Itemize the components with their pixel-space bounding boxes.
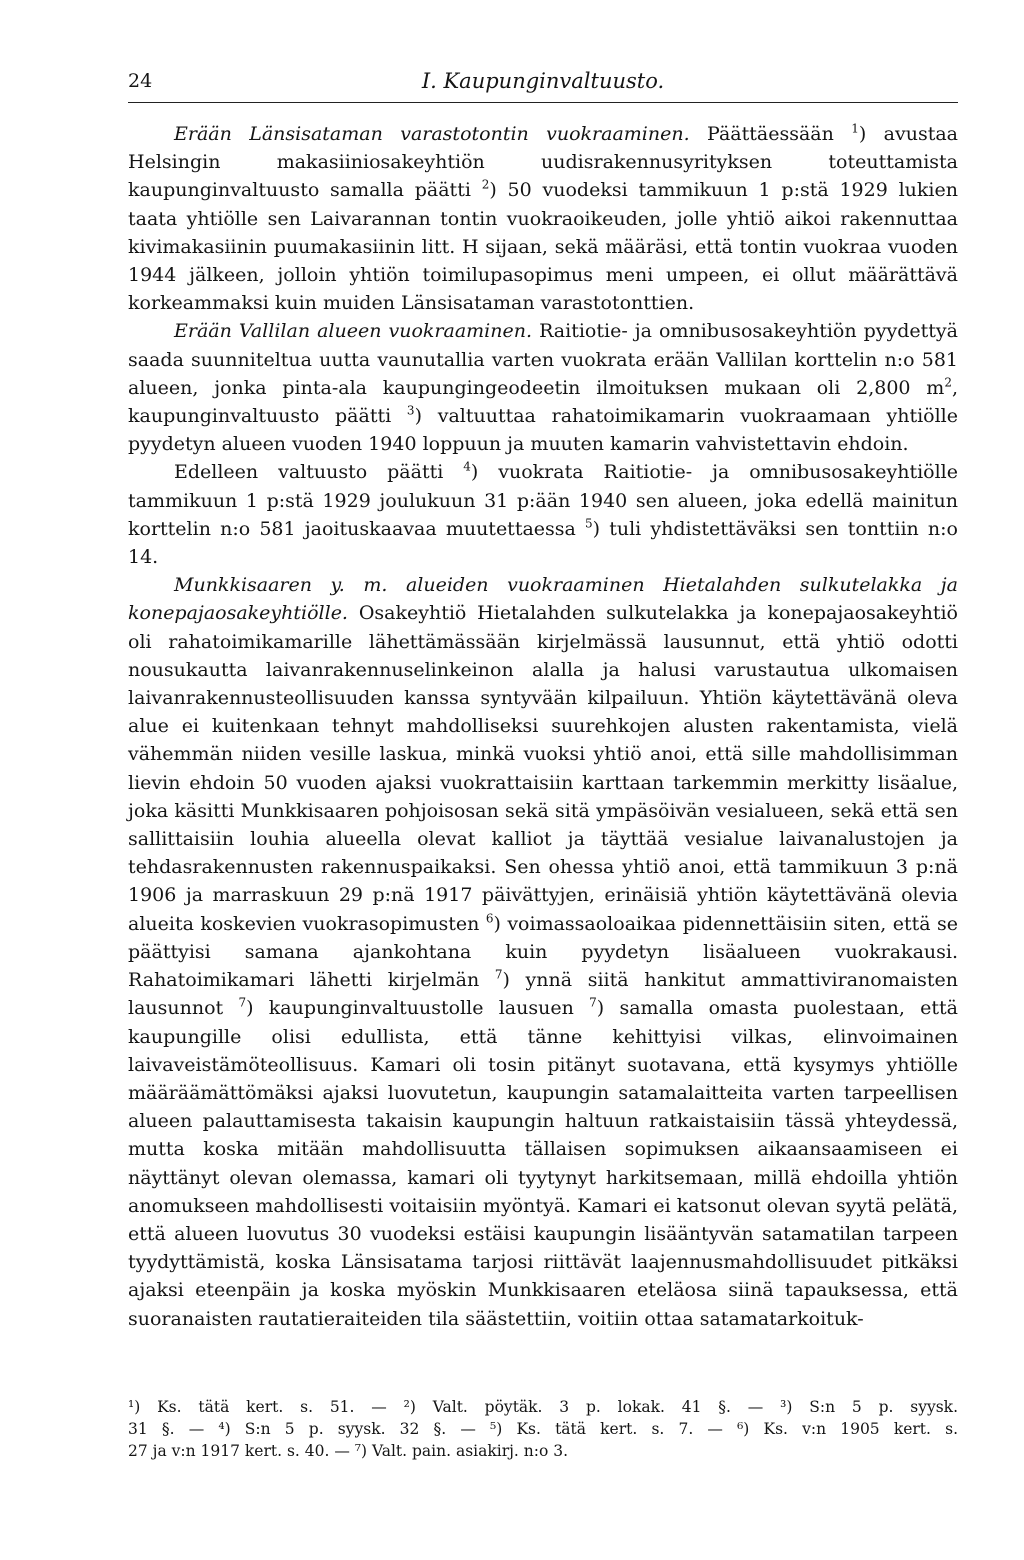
footnote-ref: 2: [481, 178, 490, 193]
footnote-ref: 4: [463, 460, 471, 475]
footnote-ref: 7: [589, 995, 597, 1010]
footnote-ref: 6: [485, 911, 494, 926]
section-heading: Erään Vallilan alueen vuokraaminen.: [174, 320, 533, 343]
section-heading: Erään Länsisataman varastotontin vuokraaminen.: [174, 123, 690, 145]
footnote-ref: 7: [238, 995, 247, 1010]
footnote-line: ¹) Ks. tätä kert. s. 51. — ²) Valt. pöytäk. 3 p. lokak. 41 §. — ³) S:n 5 p. syysk.: [128, 1398, 958, 1416]
footnote-ref: 3: [406, 403, 415, 418]
running-head: I. Kaupunginvaltuusto.: [421, 69, 665, 93]
footnote-line: 27 ja v:n 1917 kert. s. 40. — ⁷) Valt. pain. asiakirj. n:o 3.: [128, 1442, 569, 1460]
page-header: [128, 68, 958, 102]
footnotes: [128, 1396, 958, 1462]
footnote-line: 31 §. — ⁴) S:n 5 p. syysk. 32 §. — ⁵) Ks. tätä kert. s. 7. — ⁶) Ks. v:n 1905 kert. s.: [128, 1420, 958, 1438]
section-heading: Munkkisaaren y. m. alueiden vuokraaminen Hietalahden sulkutelakka ja konepajaosakeyhtiölle.: [128, 574, 958, 625]
paragraph-munkkisaari: Munkkisaaren y. m. alueiden vuokraaminen Hietalahden sulkutelakka ja konepajaosakeyhtiölle. Osakeyhtiö Hietalahden sulkutelakka ja konepajaosakeyhtiö oli rahatoimikamarille lähettämässään kirjelmässä lausunnut, että yhtiö odotti nousukautta laivanrakennuselinkeinon alalla ja halusi varustautua ulkomaisen laivanrakennusteollisuuden kanssa syntyvään kilpailuun. Yhtiön käytettävänä oleva alue ei kuitenkaan tehnyt mahdolliseksi suurehkojen alusten rakentamista, vielä vähemmän niiden vesille laskua, minkä vuoksi yhtiö anoi, että sille mahdollisimman lievin ehdoin 50 vuoden ajaksi vuokrattaisiin karttaan tarkemmin merkitty lisäalue, joka käsitti Munkkisaaren pohjoisosan sekä sitä ympäsöivän vesialueen, sekä että sen sallittaisiin louhia alueella olevat kalliot ja täyttää vesialue laivanalustojen ja tehdasrakennusten rakennuspaikaksi. Sen ohessa yhtiö anoi, että tammikuun 3 p:nä 1906 ja marraskuun 29 p:nä 1917 päivättyjen, erinäisiä yhtiön käytettävänä olevia alueita koskevien vuokrasopimusten $^6$) voimassaoloaikaa pidennettäisiin siten, että se päättyisi samana ajankohtana kuin pyydetyn lisäalueen vuokrakausi. Rahatoimikamari lähetti kirjelmän $^7$) ynnä siitä hankitut ammattiviranomaisten lausunnot $^7$) kaupunginvaltuustolle lausuen $^7$) samalla omasta puolestaan, että kaupungille olisi edullista, että tänne kehittyisi vilkas, elinvoimainen laivaveistämöteollisuus. Kamari oli tosin pitänyt suotavana, että kysymys yhtiölle määräämättömäksi ajaksi luovutetun, kaupungin satamalaitteita varten tarpeellisen alueen palauttamisesta takaisin kaupungin haltuun ratkaistaisiin tässä yhteydessä, mutta koska mitään mahdollisuutta tällaisen sopimuksen aikaansaamiseen ei näyttänyt olevan olemassa, kamari oli tyytynyt harkitsemaan, millä ehdoilla yhtiön anomukseen mahdollisesti voitaisiin myöntyä. Kamari ei katsonut olevan syytä pelätä, että alueen luovutus 30 vuodeksi estäisi kaupungin lisääntyvän satamatilan tarpeen tyydyttämistä, koska Länsisatama tarjosi riittävät laajennusmahdollisuudet pitkäksi ajaksi eteenpäin ja koska myöskin Munkkisaaren eteläosa siinä tapauksessa, että suoranaisten rautatieraiteiden tila säästettiin, voitiin ottaa satamatarkoituk-: [128, 574, 959, 1330]
footnote-ref: 5: [585, 516, 593, 531]
paragraph-lansisatama: Erään Länsisataman varastotontin vuokraaminen. Päättäessään $^1$) avustaa Helsingin makasiiniosakeyhtiön uudisrakennusyrityksen toteuttamista kaupunginvaltuusto samalla päätti $^2$) 50 vuodeksi tammikuun 1 p:stä 1929 lukien taata yhtiölle sen Laivarannan tontin vuokraoikeuden, jolle yhtiö aikoi rakennuttaa kivimakasiinin puumakasiinin litt. H sijaan, sekä määräsi, että tontin vuokraa vuoden 1944 jälkeen, jolloin yhtiön toimilupasopimus meni umpeen, ei ollut määrättävä korkeammaksi kuin muiden Länsisataman varastotonttien.: [128, 121, 958, 315]
header-rule: [128, 102, 958, 103]
page-number: 24: [128, 70, 153, 92]
body-text: [128, 120, 958, 1333]
paragraph-vallila-continued: Edelleen valtuusto päätti $^4$) vuokrata Raitiotie- ja omnibusosakeyhtiölle tammikuun 1 p:stä 1929 joulukuun 31 p:ään 1940 sen alueen, joka edellä mainitun korttelin n:o 581 jaoituskaavaa muutettaessa $^5$) tuli yhdistettäväksi sen tonttiin n:o 14.: [128, 460, 958, 569]
superscript: 2: [944, 375, 952, 390]
footnote-ref: 7: [494, 967, 503, 982]
footnote-ref: 1: [851, 121, 859, 136]
paragraph-vallila: Erään Vallilan alueen vuokraaminen. Raitiotie- ja omnibusosakeyhtiön pyydettyä saada suunniteltua uutta vaunutallia varten vuokrata erään Vallilan korttelin n:o 581 alueen, jonka pinta-ala kaupungingeodeetin ilmoituksen mukaan oli 2,800 $m^2$, kaupunginvaltuusto päätti $^3$) valtuuttaa rahatoimikamarin vuokraamaan yhtiölle pyydetyn alueen vuoden 1940 loppuun ja muuten kamarin vahvistettavin ehdoin.: [128, 320, 958, 456]
